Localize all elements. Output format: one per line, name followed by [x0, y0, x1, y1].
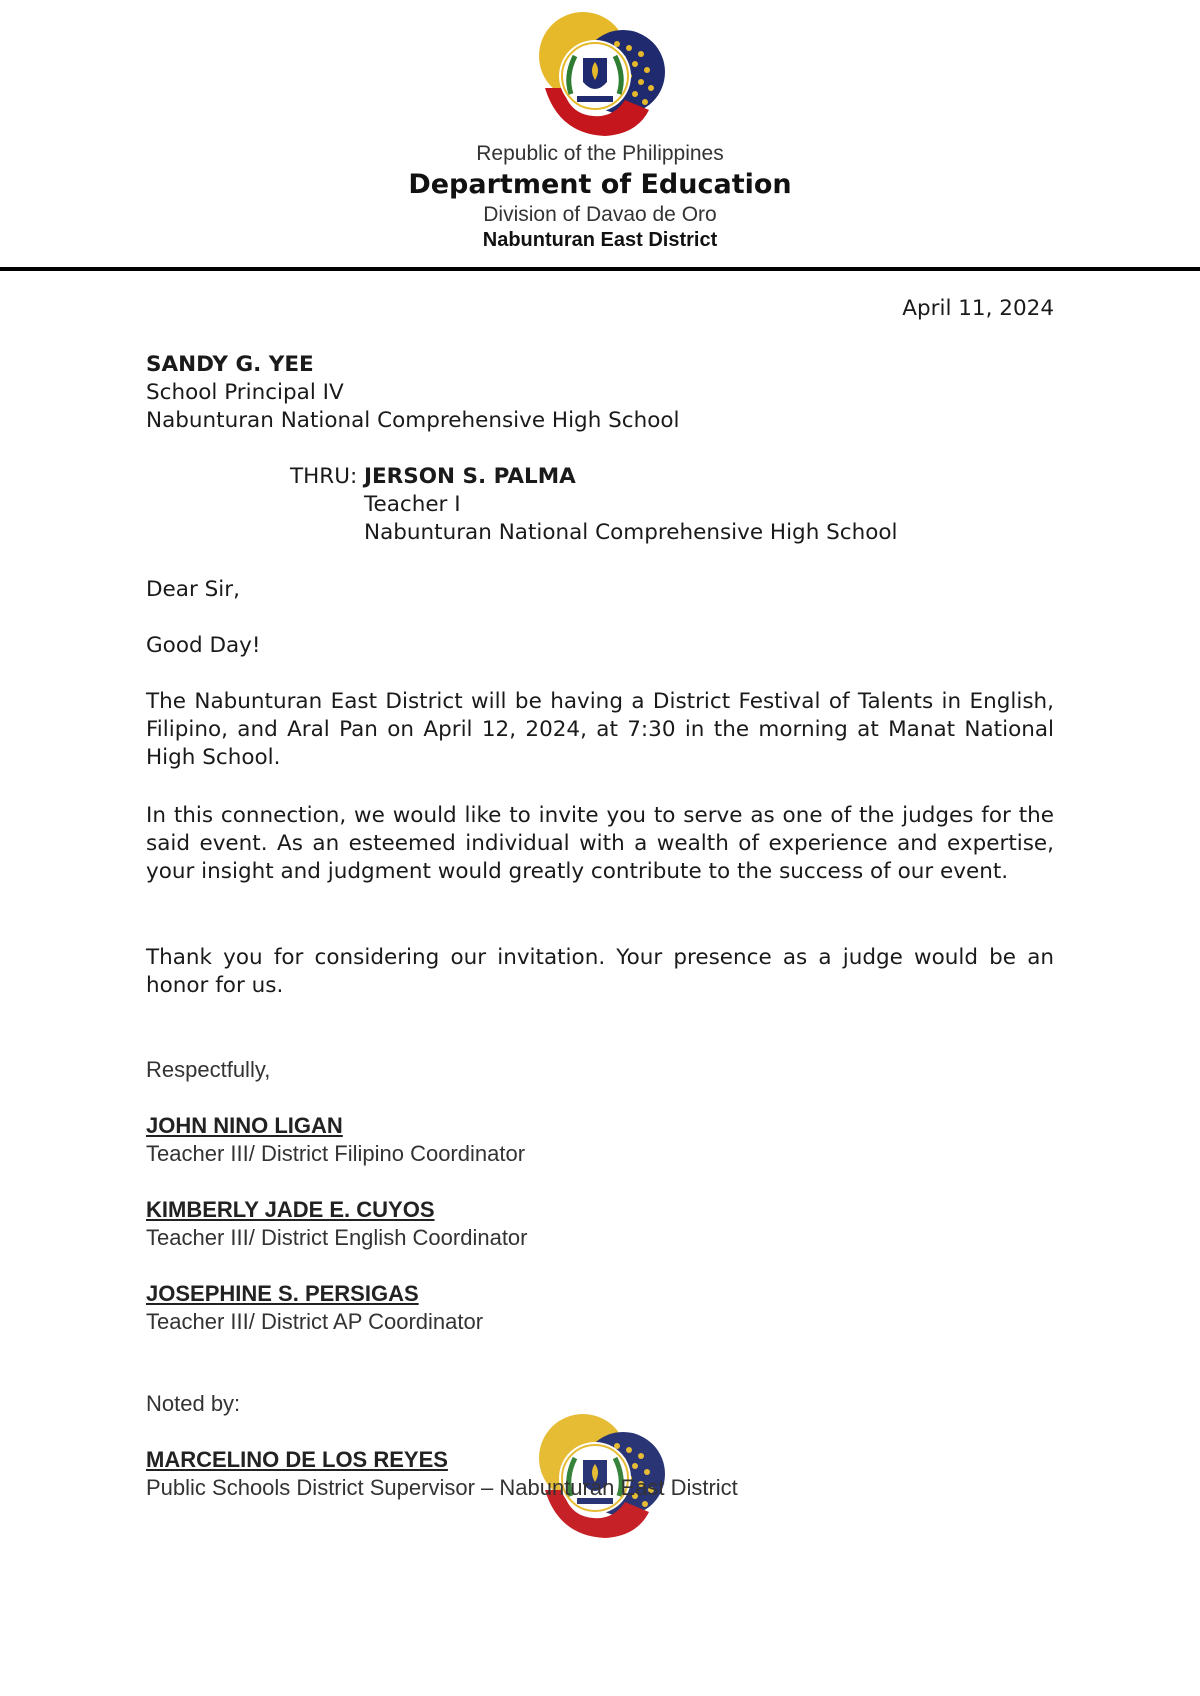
district-name: Nabunturan East District: [482, 229, 718, 251]
body-paragraph-1: The Nabunturan East District will be having a District Festival of Talents in English, Filipino, and Aral Pan on April 12, 2024, at 7:30 in the morning at Manat National High School.: [146, 689, 1054, 770]
body-paragraph-2: In this connection, we would like to invite you to serve as one of the judges for the said event. As an esteemed individual with a wealth of experience and expertise, your insight and judgment would greatly contribute to the success of our event.: [146, 803, 1054, 884]
closing: Respectfully,: [146, 1057, 271, 1082]
letter-date: April 11, 2024: [902, 296, 1054, 321]
supervisor-title: Public Schools District Supervisor – Nabunturan East District: [146, 1475, 738, 1500]
header-divider: [0, 267, 1200, 271]
recipient-name: SANDY G. YEE: [146, 352, 314, 377]
department-name: Department of Education: [408, 169, 792, 200]
signatory-title: Teacher III/ District English Coordinator: [146, 1225, 528, 1250]
noted-by-label: Noted by:: [146, 1391, 241, 1416]
district-seal-logo: [525, 10, 675, 142]
recipient-school: Nabunturan National Comprehensive High School: [146, 408, 680, 433]
signatory-name: JOHN NINO LIGAN: [146, 1113, 343, 1138]
signatory-title: Teacher III/ District AP Coordinator: [146, 1309, 484, 1334]
thru-label: THRU:: [290, 464, 358, 489]
supervisor-name: MARCELINO DE LOS REYES: [146, 1447, 448, 1472]
recipient-position: School Principal IV: [146, 380, 344, 405]
thru-position: Teacher I: [364, 492, 461, 517]
signatory-title: Teacher III/ District Filipino Coordinator: [146, 1141, 526, 1166]
salutation: Dear Sir,: [146, 577, 240, 602]
republic-line: Republic of the Philippines: [476, 142, 724, 165]
thru-name: JERSON S. PALMA: [364, 464, 576, 489]
greeting: Good Day!: [146, 633, 261, 658]
thru-school: Nabunturan National Comprehensive High School: [364, 520, 898, 545]
division-name: Division of Davao de Oro: [483, 203, 717, 226]
signatory-name: JOSEPHINE S. PERSIGAS: [146, 1281, 419, 1306]
signatory-name: KIMBERLY JADE E. CUYOS: [146, 1197, 435, 1222]
body-paragraph-3: Thank you for considering our invitation. Your presence as a judge would be an honor for us.: [146, 945, 1054, 998]
letterhead: [0, 142, 1200, 253]
